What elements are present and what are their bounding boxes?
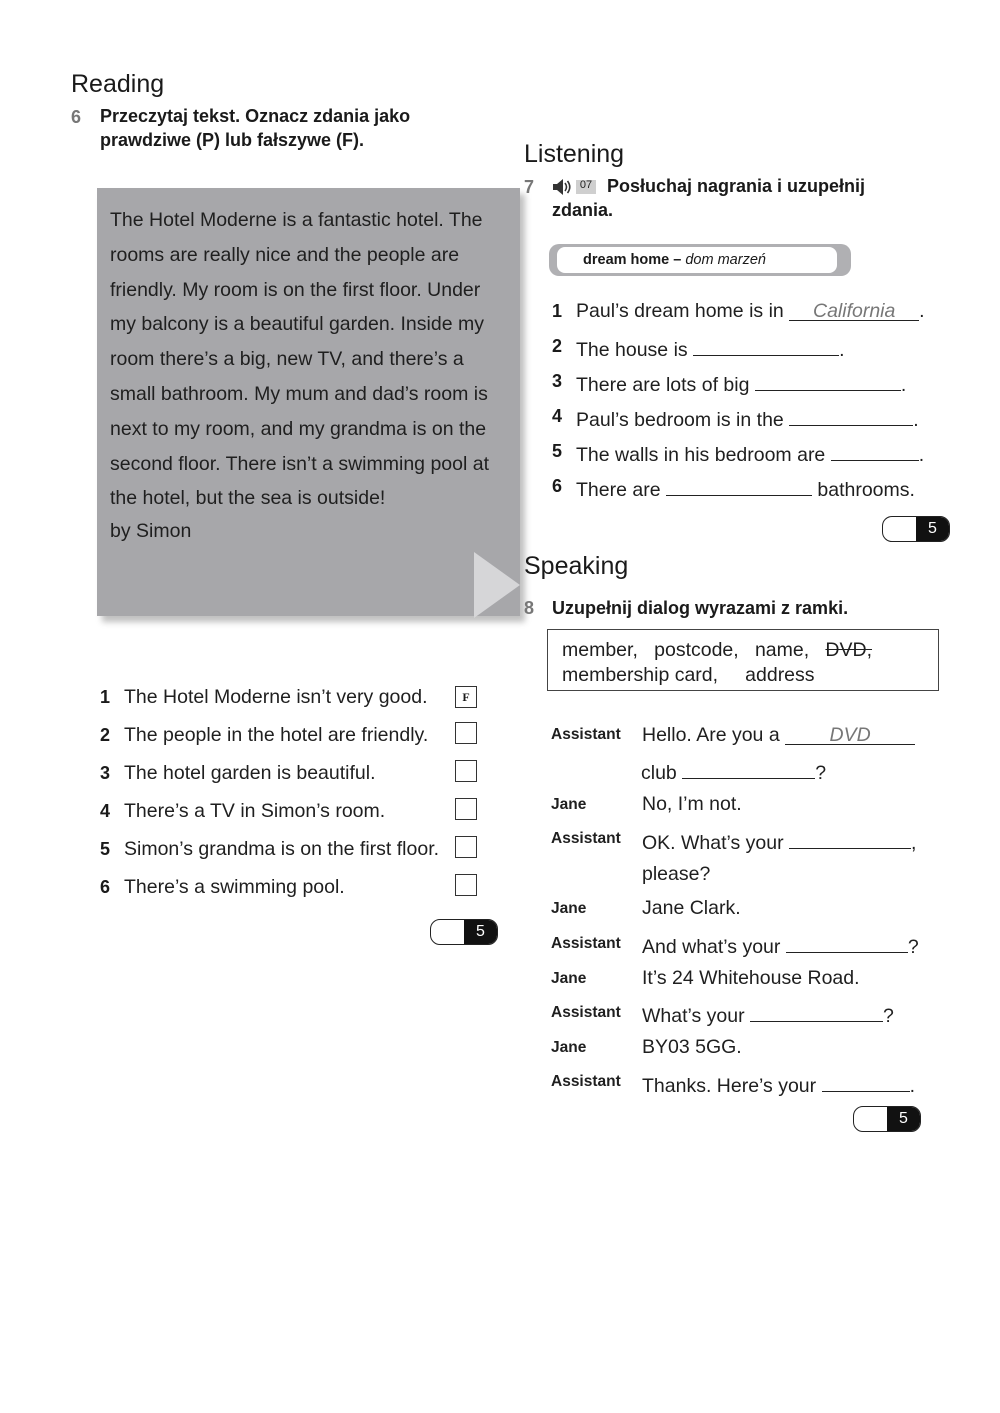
- speaker-label: Jane: [551, 900, 587, 917]
- answer-box[interactable]: [455, 836, 477, 858]
- dialog-end: ?: [883, 1005, 894, 1027]
- word-used: DVD,: [825, 639, 873, 661]
- speaker-label: Assistant: [551, 935, 621, 952]
- item-end: .: [900, 374, 907, 396]
- item-number: 6: [100, 877, 111, 897]
- answer-blank[interactable]: [789, 828, 911, 849]
- item-text: There’s a TV in Simon’s room.: [124, 800, 386, 822]
- answer-blank[interactable]: [822, 1071, 910, 1092]
- text-line: next to my room, and my grandma is on the: [110, 417, 487, 440]
- dialog-line: [641, 758, 826, 785]
- speaker-label: Jane: [551, 1039, 587, 1056]
- dialog-text: Hello. Are you a: [642, 724, 780, 746]
- dialog-line: [642, 828, 916, 855]
- listening-exercise-number: 7: [524, 177, 535, 197]
- vocab-dash: –: [669, 252, 686, 268]
- listening-instruction-line2: zdania.: [552, 200, 614, 220]
- item-number: 5: [552, 441, 563, 461]
- item-text: Paul’s dream home is in: [576, 300, 784, 322]
- audio-track[interactable]: [552, 178, 600, 196]
- text-line: friendly. My room is on the first floor. Under: [110, 278, 481, 301]
- listening-score-badge: [882, 516, 950, 542]
- item-text: The Hotel Moderne isn’t very good.: [124, 686, 428, 708]
- item-number: 3: [100, 763, 111, 783]
- item-text: The house is: [576, 339, 688, 361]
- reading-instruction-line1: Przeczytaj tekst. Oznacz zdania jako: [100, 106, 411, 126]
- speaker-label: Assistant: [551, 1073, 621, 1090]
- vocab-entry: [557, 247, 837, 273]
- item-number: 5: [100, 839, 111, 859]
- track-number: 07: [579, 179, 593, 191]
- item-number: 1: [100, 687, 111, 707]
- speaker-label: Assistant: [551, 830, 621, 847]
- answer-box[interactable]: [455, 874, 477, 896]
- list-item: [576, 405, 919, 432]
- list-item: [576, 475, 915, 502]
- score-value: 5: [464, 920, 497, 944]
- vocab-box: [549, 244, 851, 276]
- list-item: [576, 370, 906, 397]
- dialog-text: What’s your: [642, 1005, 745, 1027]
- text-line: my balcony is a beautiful garden. Inside my: [110, 313, 484, 336]
- word: address: [745, 664, 815, 686]
- text-line: the hotel, but the sea is outside!: [110, 487, 386, 510]
- word: membership card,: [562, 664, 719, 686]
- answer-box[interactable]: [455, 722, 477, 744]
- text-author: by Simon: [110, 520, 192, 542]
- answer-blank[interactable]: [789, 405, 913, 426]
- dialog-line: [642, 1001, 894, 1028]
- word: member,: [562, 639, 638, 661]
- reading-instruction-line2: prawdziwe (P) lub fałszywe (F).: [100, 130, 365, 150]
- dialog-text: It’s 24 Whitehouse Road.: [642, 967, 860, 989]
- dialog-text: OK. What’s your: [642, 832, 784, 854]
- text-line: room there’s a big, new TV, and there’s a: [110, 348, 464, 371]
- list-item: [576, 440, 924, 467]
- item-number: 4: [552, 406, 563, 426]
- word: name,: [754, 639, 810, 661]
- score-value: 5: [887, 1107, 920, 1131]
- item-number: 1: [552, 301, 563, 321]
- item-text: The people in the hotel are friendly.: [124, 724, 429, 746]
- text-line: second floor. There isn’t a swimming pool at: [110, 452, 489, 475]
- dialog-text: Jane Clark.: [642, 897, 741, 919]
- dialog-end: ?: [907, 936, 919, 958]
- score-value: 5: [916, 517, 949, 541]
- vocab-term: dream home: [583, 252, 670, 268]
- dialog-text: Thanks. Here’s your: [642, 1075, 817, 1097]
- item-text: The walls in his bedroom are: [576, 444, 826, 466]
- item-number: 4: [100, 801, 111, 821]
- page-curl-arrow: [474, 552, 520, 618]
- item-end: .: [839, 339, 845, 361]
- answer-blank[interactable]: California: [789, 300, 919, 321]
- answer-blank[interactable]: [831, 440, 919, 461]
- item-end: .: [913, 409, 919, 431]
- speaker-label: Assistant: [551, 726, 621, 743]
- listening-instruction-line1: Posłuchaj nagrania i uzupełnij: [607, 176, 866, 196]
- answer-blank[interactable]: [750, 1001, 883, 1022]
- answer-blank[interactable]: DVD: [785, 724, 915, 745]
- answer-blank[interactable]: [786, 932, 908, 953]
- item-end: .: [919, 300, 925, 322]
- speaker-label: Assistant: [551, 1004, 621, 1021]
- dialog-line: [642, 932, 919, 959]
- reading-instruction: [100, 104, 410, 152]
- answer-box[interactable]: F: [455, 686, 477, 708]
- answer-blank[interactable]: [755, 370, 901, 391]
- speaking-title: Speaking: [524, 552, 629, 580]
- dialog-line: [642, 724, 915, 747]
- list-item: [576, 300, 925, 323]
- reading-exercise-number: 6: [71, 107, 82, 127]
- item-text: Paul’s bedroom is in the: [576, 409, 784, 431]
- item-text: There are lots of big: [576, 374, 750, 396]
- dialog-text: And what’s your: [642, 936, 781, 958]
- speaking-instruction: Uzupełnij dialog wyrazami z ramki.: [552, 598, 849, 618]
- item-end: .: [918, 444, 925, 466]
- answer-box[interactable]: [455, 760, 477, 782]
- text-line: The Hotel Moderne is a fantastic hotel. The: [110, 209, 483, 231]
- speaking-score-badge: [853, 1106, 921, 1132]
- word-box: [547, 629, 939, 691]
- dialog-text: No, I’m not.: [642, 793, 742, 815]
- item-text: There are: [576, 479, 661, 501]
- vocab-translation: dom marzeń: [685, 252, 766, 268]
- item-text: Simon’s grandma is on the first floor.: [124, 838, 440, 860]
- item-number: 6: [552, 476, 563, 496]
- item-text: The hotel garden is beautiful.: [124, 762, 376, 784]
- list-item: [576, 335, 845, 362]
- answer-blank[interactable]: [682, 758, 815, 779]
- word-box-line2: [562, 664, 815, 687]
- dialog-text: club: [641, 762, 677, 784]
- text-line: small bathroom. My mum and dad’s room is: [110, 382, 488, 405]
- dialog-text: please?: [642, 863, 711, 885]
- reading-text-box: [97, 188, 520, 616]
- speaking-exercise-number: 8: [524, 598, 535, 618]
- dialog-text: BY03 5GG.: [642, 1036, 742, 1058]
- dialog-line: [642, 1071, 915, 1098]
- item-number: 2: [100, 725, 111, 745]
- item-number: 2: [552, 336, 563, 356]
- answer-blank[interactable]: [693, 335, 839, 356]
- dialog-end: .: [909, 1075, 915, 1097]
- speaker-label: Jane: [551, 796, 587, 813]
- listening-title: Listening: [524, 140, 625, 168]
- answer-blank[interactable]: [666, 475, 812, 496]
- speaker-label: Jane: [551, 970, 587, 987]
- dialog-end: ?: [815, 762, 827, 784]
- item-text: There’s a swimming pool.: [124, 876, 345, 898]
- item-end: bathrooms.: [817, 479, 915, 501]
- dialog-end: ,: [911, 832, 917, 854]
- word: postcode,: [654, 639, 739, 661]
- item-number: 3: [552, 371, 563, 391]
- reading-score-badge: [430, 919, 498, 945]
- word-box-line1: [562, 639, 872, 662]
- reading-text: [110, 203, 510, 516]
- answer-box[interactable]: [455, 798, 477, 820]
- reading-title: Reading: [71, 70, 165, 98]
- text-line: rooms are really nice and the people are: [110, 243, 460, 266]
